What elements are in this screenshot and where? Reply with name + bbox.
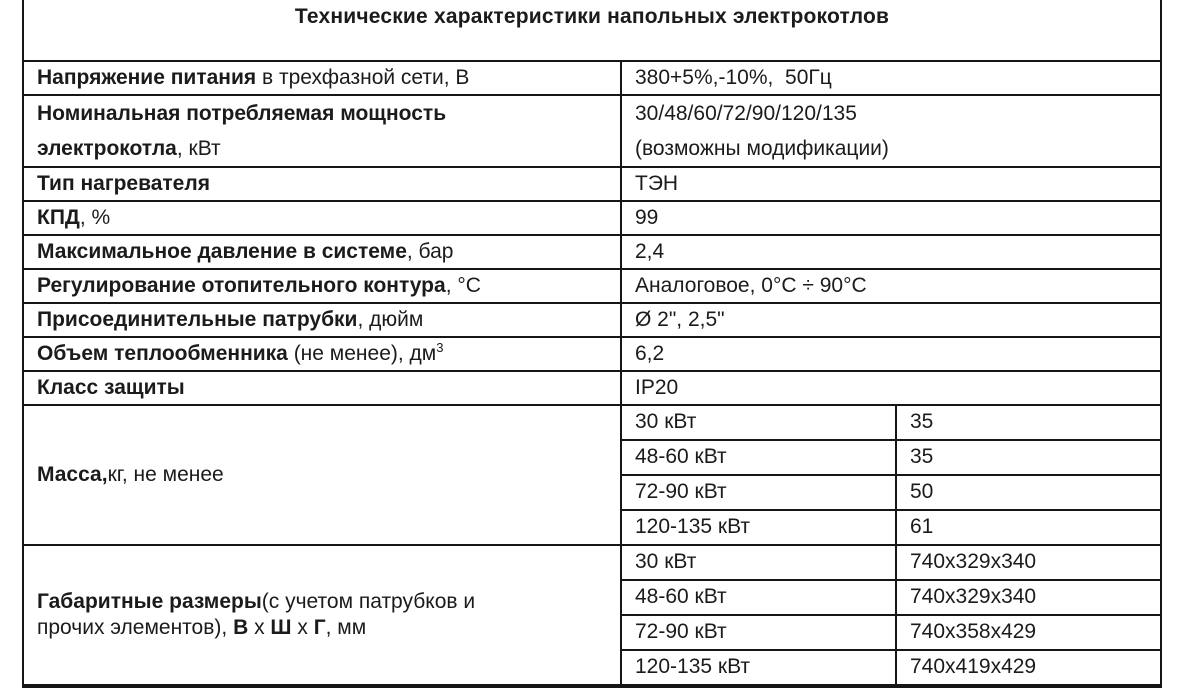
spec-label: [23, 235, 621, 269]
spec-subrow: [23, 545, 1161, 580]
spec-label: [23, 405, 621, 545]
spec-label: [23, 269, 621, 303]
spec-table: [22, 0, 1162, 688]
spec-row: [23, 303, 1161, 337]
spec-value-line: 30/48/60/72/90/120/135: [635, 102, 857, 125]
spec-row: [23, 269, 1161, 303]
spec-label-segment: Напряжение питания: [37, 65, 257, 89]
spec-value: [621, 371, 1161, 405]
spec-subvalue: 740x329x340: [896, 545, 1161, 580]
spec-value-line: (возможны модификации): [635, 137, 889, 160]
spec-value: [621, 303, 1161, 337]
spec-value-line: IP20: [635, 375, 679, 399]
spec-label-segment: 3: [436, 339, 444, 355]
spec-label-segment: КПД: [37, 205, 80, 229]
spec-label-segment: В: [233, 616, 249, 639]
spec-label-segment: , бар: [406, 239, 454, 263]
spec-row: [23, 371, 1161, 405]
spec-label: [23, 201, 621, 235]
spec-label-segment: (с учетом патрубков и: [261, 589, 476, 613]
spec-value-line: 99: [635, 205, 659, 229]
spec-label-segment: Регулирование отопительного контура: [37, 273, 446, 297]
spec-value: [621, 235, 1161, 269]
spec-label-segment: Ш: [270, 616, 292, 639]
spec-value-line: 2,4: [635, 239, 665, 263]
spec-label-segment: прочих элементов),: [37, 616, 234, 639]
power-range-cell: 48-60 кВт: [621, 580, 896, 615]
spec-label-segment: Класс защиты: [37, 375, 185, 399]
power-range-cell: 120-135 кВт: [621, 650, 896, 686]
spec-label: [23, 303, 621, 337]
spec-label-segment: Объем теплообменника: [37, 341, 288, 365]
spec-subvalue: 35: [896, 405, 1161, 440]
spec-value-line: Ø 2", 2,5": [635, 307, 725, 331]
spec-label-segment: Максимальное давление в системе: [37, 239, 407, 263]
spec-value-line: 380+5%,-10%, 50Гц: [635, 65, 832, 89]
spec-row: [23, 337, 1161, 371]
spec-value-line: Аналоговое, 0°С ÷ 90°С: [635, 273, 867, 297]
power-range-cell: 72-90 кВт: [621, 475, 896, 510]
spec-subvalue: 740x419x429: [896, 650, 1161, 686]
power-range-cell: 72-90 кВт: [621, 615, 896, 650]
spec-subvalue: 740x358x429: [896, 615, 1161, 650]
spec-label-segment: Номинальная потребляемая мощность: [37, 102, 447, 125]
spec-row: [23, 167, 1161, 201]
spec-value: [621, 269, 1161, 303]
spec-value-line: 6,2: [635, 341, 665, 365]
spec-row: [23, 61, 1161, 95]
table-title: Технические характеристики напольных электрокотлов: [23, 0, 1161, 61]
spec-label-segment: кг, не менее: [107, 462, 224, 486]
spec-label-segment: электрокотла: [37, 137, 177, 160]
spec-label-segment: Габаритные размеры: [37, 589, 262, 613]
spec-label: [23, 95, 621, 167]
spec-subvalue: 61: [896, 510, 1161, 545]
spec-value: [621, 95, 1161, 167]
spec-subrow: [23, 405, 1161, 440]
spec-subvalue: 35: [896, 440, 1161, 475]
spec-table-body: [23, 0, 1161, 686]
spec-label: [23, 545, 621, 686]
spec-label: [23, 167, 621, 201]
spec-label-segment: х: [248, 616, 271, 639]
power-range-cell: 48-60 кВт: [621, 440, 896, 475]
spec-value-line: ТЭН: [635, 171, 679, 195]
spec-value: [621, 337, 1161, 371]
spec-label: [23, 61, 621, 95]
spec-label-segment: , %: [79, 205, 111, 229]
spec-label-segment: в трехфазной сети, В: [256, 65, 470, 89]
spec-subvalue: 50: [896, 475, 1161, 510]
spec-subvalue: 740x329x340: [896, 580, 1161, 615]
power-range-cell: 30 кВт: [621, 405, 896, 440]
spec-value: [621, 61, 1161, 95]
spec-label-segment: Присоединительные патрубки: [37, 307, 358, 331]
spec-row: [23, 235, 1161, 269]
spec-label-segment: Г: [313, 616, 326, 639]
spec-label: [23, 371, 621, 405]
spec-label-segment: Тип нагревателя: [37, 171, 210, 195]
spec-label-segment: , °С: [445, 273, 481, 297]
spec-label-segment: Масса,: [37, 462, 108, 486]
spec-label-segment: х: [291, 616, 314, 639]
power-range-cell: 120-135 кВт: [621, 510, 896, 545]
spec-label-segment: , дюйм: [357, 307, 424, 331]
spec-label: [23, 337, 621, 371]
spec-row: [23, 95, 1161, 167]
power-range-cell: 30 кВт: [621, 545, 896, 580]
spec-value: [621, 167, 1161, 201]
table-title-row: [23, 0, 1161, 61]
spec-label-segment: (не менее), дм: [287, 341, 437, 365]
spec-label-segment: , мм: [325, 616, 367, 639]
spec-value: [621, 201, 1161, 235]
spec-label-segment: , кВт: [176, 137, 221, 160]
spec-row: [23, 201, 1161, 235]
